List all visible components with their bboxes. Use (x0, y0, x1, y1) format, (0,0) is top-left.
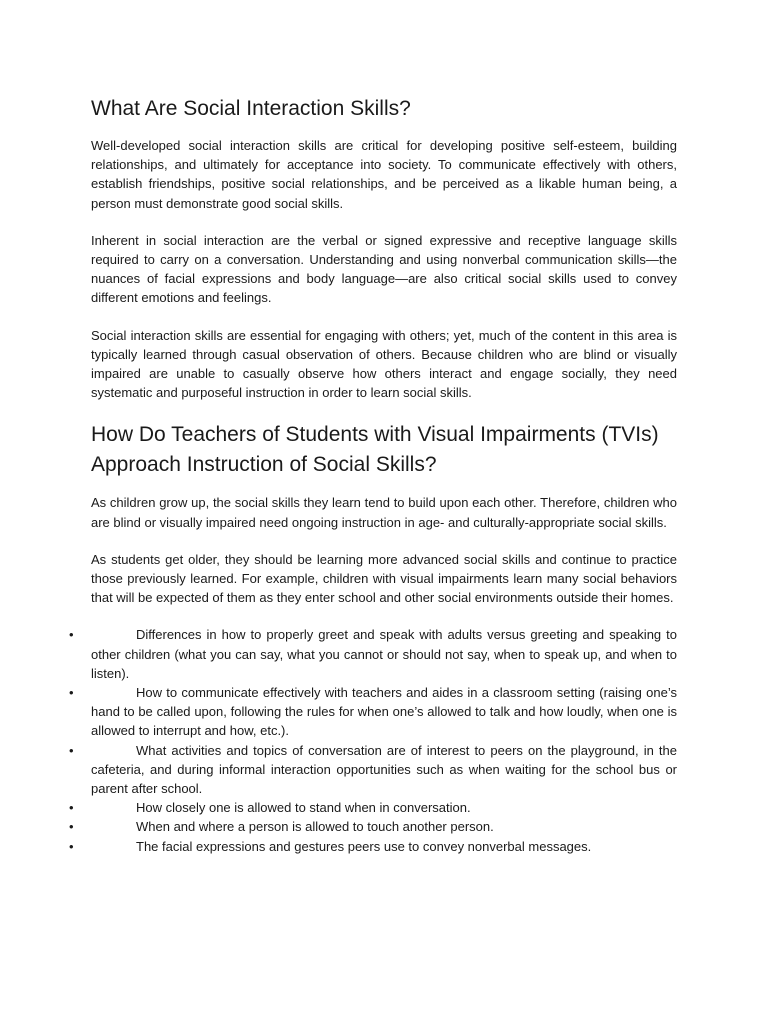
paragraph: As children grow up, the social skills they learn tend to build upon each other. Therefore, children who are blind or visually impaired need ongoing instruction in age- and culturally-appropriate social skills. (91, 495, 677, 530)
bullet-item (69, 741, 677, 799)
bullet-icon: • (69, 819, 74, 835)
bullet-item (69, 683, 677, 741)
paragraph: Inherent in social interaction are the verbal or signed expressive and receptive language skills required to carry on a conversation. Understanding and using nonverbal communication skills—the nuances of facial expressions and body language—are also critical social skills used to convey different emotions and feelings. (91, 232, 677, 306)
bullet-item (69, 817, 677, 836)
paragraph: Social interaction skills are essential for engaging with others; yet, much of the content in this area is typically learned through casual observation of others. Because children who are blind or visually impaired are unable to casually observe how others interact and engage socially, they need systematic and purposeful instruction in order to learn social skills. (91, 327, 677, 401)
bullet-text: What activities and topics of conversation are of interest to peers on the playground, in the cafeteria, and during informal interaction opportunities such as when waiting for the school bus or parent after school. (91, 742, 677, 797)
document-page (69, 94, 677, 856)
bullet-item (69, 837, 677, 856)
bullet-icon: • (69, 627, 74, 643)
bullet-item (69, 625, 677, 683)
bullet-text: The facial expressions and gestures peers use to convey nonverbal messages. (136, 838, 592, 854)
bullet-icon: • (69, 742, 74, 758)
bullet-icon: • (69, 838, 74, 854)
bullet-item (69, 798, 677, 817)
bullet-text: Differences in how to properly greet and speak with adults versus greeting and speaking to other children (what you can say, what you cannot or should not say, when to speak up, and when to listen). (91, 627, 677, 681)
bullet-text: How closely one is allowed to stand when in conversation. (136, 800, 471, 816)
bullet-icon: • (69, 685, 74, 701)
bullet-text: When and where a person is allowed to touch another person. (136, 819, 494, 835)
bullet-text: How to communicate effectively with teachers and aides in a classroom setting (raising one’s hand to be called upon, following the rules for when one’s allowed to talk and how loudly, when one is allowed to interrupt and how, etc.). (91, 685, 677, 739)
social-skills-bullet-list (69, 625, 677, 855)
paragraph: As students get older, they should be learning more advanced social skills and continue to practice those previously learned. For example, children with visual impairments learn many social behaviors that will be expected of them as they enter school and other social environments outside their homes. (91, 551, 677, 606)
section-heading-social-interaction-skills: What Are Social Interaction Skills? (91, 97, 411, 120)
section-heading-tvi-instruction: How Do Teachers of Students with Visual Impairments (TVIs) Approach Instruction of Social Skills? (91, 423, 659, 477)
bullet-icon: • (69, 800, 74, 816)
paragraph: Well-developed social interaction skills are critical for developing positive self-esteem, building relationships, and ultimately for acceptance into society. To communicate effectively with others, establish friendships, positive social relationships, and be perceived as a likable human being, a person must demonstrate good social skills. (91, 138, 677, 211)
